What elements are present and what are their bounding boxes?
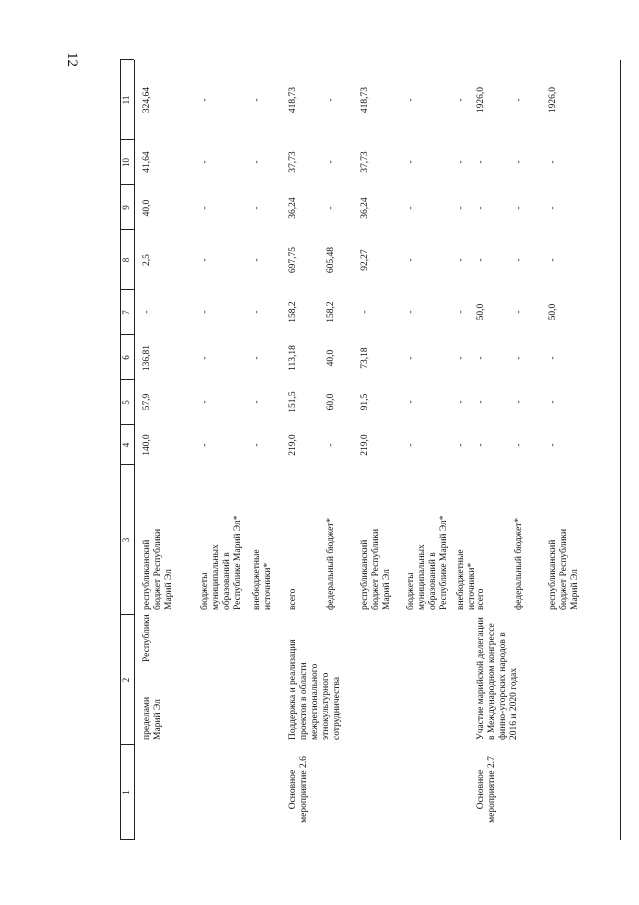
funding-value: - xyxy=(514,443,524,447)
funding-value: - xyxy=(456,206,466,210)
funding-value: 158,2 xyxy=(326,301,336,323)
funding-value: 50,0 xyxy=(548,303,558,321)
funding-value: 37,73 xyxy=(360,151,370,173)
funding-value: - xyxy=(252,356,262,360)
funding-value: - xyxy=(326,160,336,164)
funding-value: 73,18 xyxy=(360,347,370,369)
funding-value: - xyxy=(476,443,486,447)
funding-value: 136,81 xyxy=(142,344,152,372)
funding-value: 697,75 xyxy=(288,246,298,274)
measure-name: Основное мероприятие 2.7 xyxy=(476,756,497,823)
measure-name: Основное мероприятие 2.6 xyxy=(288,756,309,823)
funding-value: - xyxy=(200,443,210,447)
funding-value: - xyxy=(456,400,466,404)
funding-value: - xyxy=(360,310,370,314)
funding-source: федеральный бюджет* xyxy=(326,517,336,610)
column-header: 10 xyxy=(121,158,131,167)
column-header: 3 xyxy=(121,537,131,543)
funding-value: 36,24 xyxy=(288,197,298,219)
funding-value: - xyxy=(252,160,262,164)
funding-value: - xyxy=(476,400,486,404)
column-header: 6 xyxy=(121,355,131,360)
funding-value: - xyxy=(476,206,486,210)
funding-source: республиканский бюджет Республики Марий Эл xyxy=(142,528,174,610)
funding-value: 41,64 xyxy=(142,151,152,173)
funding-value: - xyxy=(252,443,262,447)
funding-value: - xyxy=(514,98,524,102)
column-header: 2 xyxy=(121,677,131,683)
executor-name: Республики xyxy=(142,614,152,662)
funding-value: 1926,0 xyxy=(548,86,558,114)
funding-value: - xyxy=(476,258,486,262)
funding-value: - xyxy=(200,400,210,404)
funding-value: - xyxy=(548,206,558,210)
funding-value: - xyxy=(326,98,336,102)
funding-value: 605,48 xyxy=(326,246,336,274)
funding-source: всего xyxy=(476,588,486,610)
funding-value: - xyxy=(142,310,152,314)
funding-source: республиканский бюджет Республики Марий Эл xyxy=(360,528,392,610)
funding-value: - xyxy=(514,258,524,262)
funding-value: - xyxy=(476,356,486,360)
funding-value: - xyxy=(200,160,210,164)
column-header: 1 xyxy=(121,790,131,795)
funding-value: - xyxy=(456,356,466,360)
funding-value: 219,0 xyxy=(288,434,298,456)
funding-source: республиканский бюджет Республики Марий Эл xyxy=(548,528,580,610)
funding-value: - xyxy=(456,310,466,314)
funding-value: 92,27 xyxy=(360,249,370,271)
funding-value: - xyxy=(252,98,262,102)
column-header: 4 xyxy=(121,442,131,448)
funding-value: 91,5 xyxy=(360,393,370,411)
column-header: 5 xyxy=(121,400,131,405)
funding-value: - xyxy=(252,258,262,262)
funding-source: федеральный бюджет* xyxy=(514,517,524,610)
funding-value: - xyxy=(456,160,466,164)
column-header: 7 xyxy=(121,310,131,315)
funding-value: - xyxy=(406,258,416,262)
header-separator xyxy=(134,60,135,840)
funding-value: 1926,0 xyxy=(476,86,486,114)
funding-source: бюджеты муниципальных образований в Республике Марий Эл* xyxy=(406,515,449,610)
funding-value: 40,0 xyxy=(142,199,152,217)
funding-value: - xyxy=(476,160,486,164)
funding-value: - xyxy=(514,356,524,360)
funding-value: - xyxy=(406,356,416,360)
column-header: 8 xyxy=(121,257,131,263)
funding-value: - xyxy=(252,400,262,404)
funding-value: - xyxy=(548,160,558,164)
funding-value: - xyxy=(548,258,558,262)
funding-value: - xyxy=(406,98,416,102)
funding-value: - xyxy=(252,310,262,314)
funding-value: 324,64 xyxy=(142,86,152,114)
funding-value: - xyxy=(514,310,524,314)
funding-value: - xyxy=(200,310,210,314)
funding-value: - xyxy=(200,98,210,102)
measure-description: пределами Марий Эл xyxy=(142,696,163,740)
funding-value: 36,24 xyxy=(360,197,370,219)
funding-source: всего xyxy=(288,588,298,610)
funding-value: - xyxy=(548,400,558,404)
funding-value: 219,0 xyxy=(360,434,370,456)
funding-value: - xyxy=(252,206,262,210)
funding-value: - xyxy=(548,443,558,447)
funding-value: 418,73 xyxy=(288,86,298,114)
funding-value: - xyxy=(456,98,466,102)
funding-value: - xyxy=(406,160,416,164)
funding-value: - xyxy=(514,206,524,210)
funding-value: - xyxy=(406,400,416,404)
page-number: 12 xyxy=(64,52,80,67)
funding-value: - xyxy=(548,356,558,360)
rotated-table xyxy=(120,60,625,840)
column-header: 11 xyxy=(121,95,131,105)
table-border-bottom xyxy=(620,60,621,840)
funding-source: внебюджетные источники* xyxy=(252,549,273,610)
funding-value: - xyxy=(200,258,210,262)
funding-value: 37,73 xyxy=(288,151,298,173)
funding-value: 140,0 xyxy=(142,434,152,456)
column-header: 9 xyxy=(121,205,131,210)
funding-value: 158,2 xyxy=(288,301,298,323)
funding-source: бюджеты муниципальных образований в Республике Марий Эл* xyxy=(200,515,243,610)
funding-value: 113,18 xyxy=(288,345,298,371)
funding-value: - xyxy=(200,206,210,210)
funding-value: 151,5 xyxy=(288,391,298,413)
funding-value: - xyxy=(406,310,416,314)
measure-description: Участие марийской делегации в Международном конгрессе финно-угорских народов в 2016 и 2020 годах xyxy=(476,617,519,740)
funding-value: 57,9 xyxy=(142,393,152,411)
funding-value: - xyxy=(326,206,336,210)
funding-value: - xyxy=(406,206,416,210)
funding-source: внебюджетные источники* xyxy=(456,549,477,610)
funding-value: 50,0 xyxy=(476,303,486,321)
funding-value: - xyxy=(514,400,524,404)
measure-description: Поддержка и реализация проектов в области межрегионального этнокультурного сотрудничества xyxy=(288,639,342,740)
funding-value: - xyxy=(326,443,336,447)
funding-value: - xyxy=(200,356,210,360)
funding-value: 2,5 xyxy=(142,254,152,266)
funding-value: 418,73 xyxy=(360,86,370,114)
funding-value: 60,0 xyxy=(326,393,336,411)
funding-value: - xyxy=(456,443,466,447)
funding-value: - xyxy=(406,443,416,447)
funding-value: - xyxy=(456,258,466,262)
funding-value: - xyxy=(514,160,524,164)
funding-value: 40,0 xyxy=(326,349,336,367)
